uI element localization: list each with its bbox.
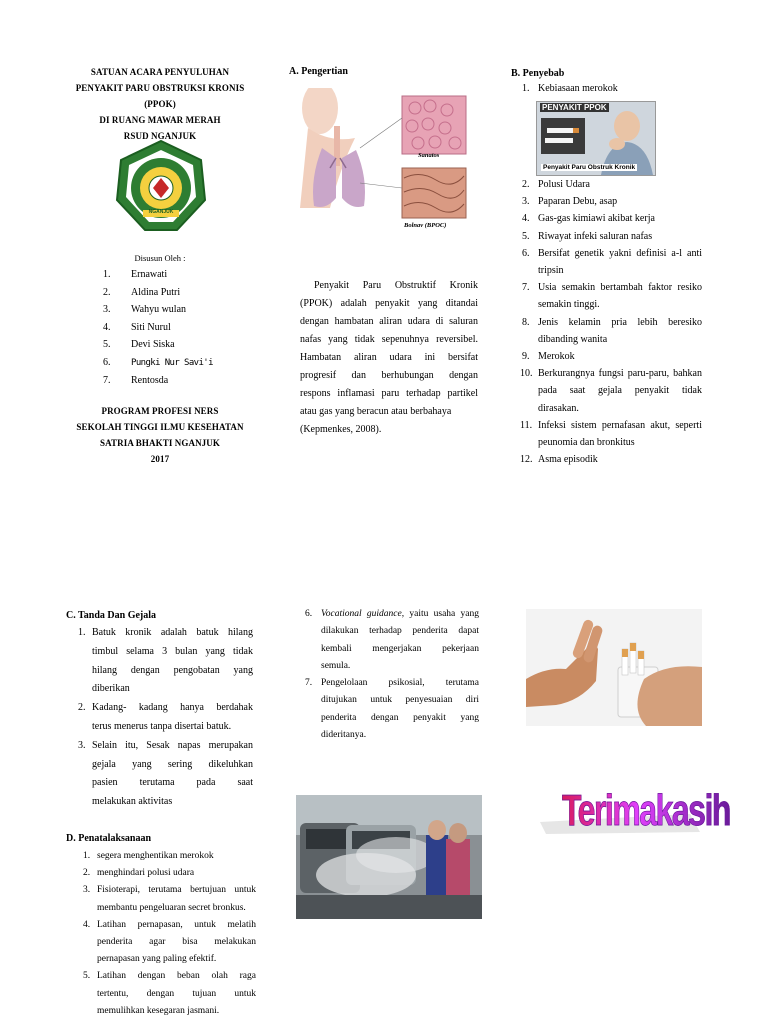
paragraph-line: nafas yang tidak sepenuhnya reversibel. bbox=[300, 334, 478, 345]
paragraph-line: Penyakit Paru Obstruktif Kronik bbox=[314, 280, 478, 291]
lung-illustration bbox=[300, 88, 470, 238]
cause-item: 4. Gas-gas kimiawi akibat kerja bbox=[522, 213, 655, 225]
label-healthy: Sanatos bbox=[418, 152, 440, 159]
paragraph-line: (PPOK) adalah penyakit yang ditandai bbox=[300, 298, 478, 309]
cover-title-line: PENYAKIT PARU OBSTRUKSI KRONIS bbox=[75, 83, 245, 93]
paragraph-line: Hambatan aliran udara ini bersifat bbox=[300, 352, 478, 363]
causes-list-continued bbox=[522, 176, 702, 468]
thank-you-text: Terimakasih bbox=[562, 786, 730, 835]
author-item: 7. Rentosda bbox=[103, 375, 169, 386]
author-item: 3. Wahyu wulan bbox=[103, 304, 187, 315]
ppok-image-tag: PENYAKIT PPOK bbox=[542, 103, 607, 112]
cause-item: 12. Asma episodik bbox=[520, 454, 598, 466]
pollution-photo bbox=[296, 795, 482, 919]
author-item: 4. Siti Nurul bbox=[103, 321, 171, 333]
cause-item: 9. Merokok bbox=[522, 351, 575, 363]
cause-item: 10. Berkurangnya fungsi paru-paru, bahkan pada saat gejala penyakit tidak dirasakan. bbox=[520, 368, 702, 414]
cause-item: 5. Riwayat infeki saluran nafas bbox=[522, 230, 653, 242]
symptom-item: 1. Batuk kronik adalah batuk hilang timbul selama 3 bulan yang tidak hilang dengan pengobatan yang diberikan bbox=[78, 627, 253, 695]
author-list bbox=[103, 266, 263, 390]
cause-item: 8. Jenis kelamin pria lebih beresiko dibanding wanita bbox=[522, 316, 702, 345]
cause-item: 1. Kebiasaan merokok bbox=[522, 83, 618, 94]
management-item: 6. Vocational guidance, yaitu usaha yang dilakukan terhadap penderita dapat kembali mengerjakan pekerjaan semula. bbox=[305, 609, 479, 671]
symptoms-list bbox=[78, 624, 253, 812]
author-item: 2. Aldina Putri bbox=[103, 286, 181, 298]
italic-term: Vocational guidance, bbox=[321, 609, 405, 619]
pengertian-paragraph bbox=[300, 277, 478, 439]
cover-title-line: (PPOK) bbox=[144, 99, 176, 109]
management-list-continued bbox=[305, 606, 479, 744]
symptom-item: 2. Kadang- kadang hanya berdahak terus menerus tanpa disertai batuk. bbox=[78, 702, 253, 732]
management-item: 5. Latihan dengan beban olah raga tertentu, dengan tujuan untuk memulihkan kesegaran jasmani. bbox=[83, 971, 256, 1016]
cause-item: 3. Paparan Debu, asap bbox=[522, 196, 618, 208]
symptom-item: 3. Selain itu, Sesak napas merupakan gejala yang sering dikeluhkan pasien terutama pada saat melakukan aktivitas bbox=[78, 739, 253, 808]
cover-title-line: DI RUANG MAWAR MERAH bbox=[99, 115, 221, 125]
cover-footer-line: SEKOLAH TINGGI ILMU KESEHATAN bbox=[76, 422, 244, 432]
section-heading-penyebab: B. Penyebab bbox=[511, 68, 565, 79]
paragraph-line: atau gas yang beracun atau berbahaya bbox=[300, 406, 452, 417]
paragraph-line: respons inflamasi paru terhadap partikel bbox=[300, 388, 478, 399]
cover-footer-line: PROGRAM PROFESI NERS bbox=[101, 406, 219, 416]
stop-smoking-photo bbox=[526, 609, 702, 726]
section-heading-tanda: C. Tanda Dan Gejala bbox=[66, 610, 157, 621]
author-item: 5. Devi Siska bbox=[103, 339, 175, 350]
cover-footer-line: 2017 bbox=[150, 454, 170, 464]
ppok-image bbox=[536, 101, 656, 176]
management-item: 3. Fisioterapi, terutama bertujuan untuk membantu pengeluaran secret bronkus. bbox=[83, 885, 256, 913]
logo-center-text: NGANJUK bbox=[148, 209, 174, 215]
thank-you-wordart bbox=[540, 780, 730, 840]
cover-footer-line: SATRIA BHAKTI NGANJUK bbox=[100, 438, 220, 448]
cause-item: 2. Polusi Udara bbox=[522, 179, 590, 190]
management-item: 1. segera menghentikan merokok bbox=[83, 851, 214, 861]
paragraph-line: dengan hambatan aliran udara di saluran bbox=[300, 316, 478, 327]
management-item: 4. Latihan pernapasan, untuk melatih penderita agar bisa melakukan pernapasan yang paling efektif. bbox=[83, 919, 256, 965]
prepared-by: Disusun Oleh : bbox=[134, 253, 186, 263]
cause-item: 7. Usia semakin bertambah faktor resiko semakin tinggi. bbox=[522, 282, 702, 311]
author-item: 1. Ernawati bbox=[103, 269, 168, 280]
management-item: 2. menghindari polusi udara bbox=[83, 868, 195, 879]
paragraph-line: (Kepmenkes, 2008). bbox=[300, 424, 382, 435]
section-heading-pengertian: A. Pengertian bbox=[289, 66, 348, 77]
institution-logo bbox=[113, 138, 209, 234]
cover-title-line: RSUD NGANJUK bbox=[123, 131, 197, 141]
management-list bbox=[83, 848, 256, 1020]
causes-list bbox=[522, 80, 702, 97]
cause-item: 11. Infeksi sistem pernafasan akut, seperti peunomia dan bronkitus bbox=[520, 419, 702, 449]
label-sick: Bolnav (BPOC) bbox=[404, 222, 447, 229]
author-item: 6. Pungki Nur Savi'i bbox=[103, 356, 213, 368]
cover-title bbox=[60, 64, 260, 144]
section-heading-penatalaksanaan: D. Penatalaksanaan bbox=[66, 833, 152, 844]
cause-item: 6. Bersifat genetik yakni definisi a-l anti tripsin bbox=[522, 247, 702, 277]
paragraph-line: progresif dan berhubungan dengan bbox=[300, 370, 478, 381]
cover-footer bbox=[60, 403, 260, 467]
cover-title-line: SATUAN ACARA PENYULUHAN bbox=[90, 67, 230, 77]
ppok-image-caption: Penyakit Paru Obstruk Kronik bbox=[543, 164, 636, 171]
management-item: 7. Pengelolaan psikosial, terutama ditujukan untuk penyesuaian diri penderita dengan penyakit yang dideritanya. bbox=[305, 678, 479, 741]
